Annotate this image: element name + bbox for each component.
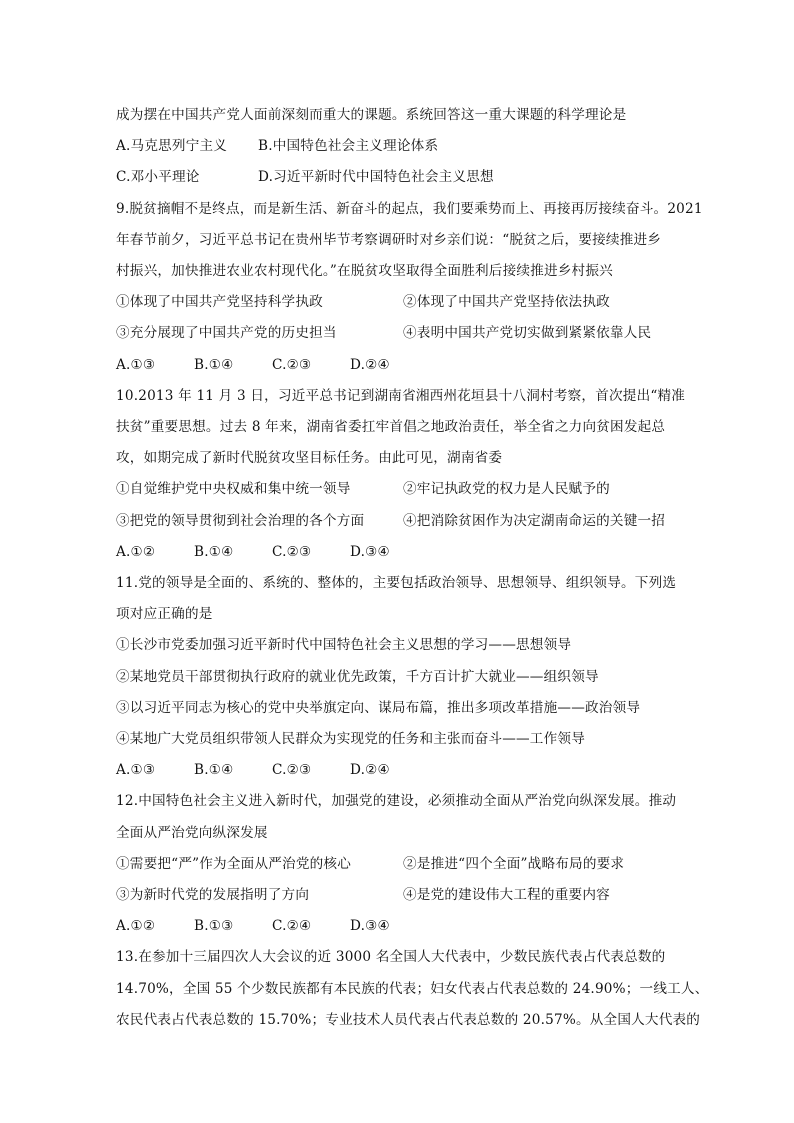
option-d: D.③④: [350, 543, 390, 560]
question-10-line-3: 攻，如期完成了新时代脱贫攻坚目标任务。由此可见，湖南省委: [116, 450, 503, 467]
question-8-options-row-2: [116, 162, 686, 193]
statement-1: ①自觉维护党中央权威和集中统一领导: [116, 481, 351, 498]
option-b: B.①④: [194, 762, 234, 779]
question-12-line-1: 12.中国特色社会主义进入新时代，加强党的建设，必须推动全面从严治党向纵深发展。推动: [116, 793, 677, 810]
option-a: A.①②: [116, 918, 156, 935]
question-12-statements-row-2: [116, 880, 686, 911]
question-9-options: [116, 350, 686, 381]
question-10-options: [116, 537, 686, 568]
option-c: C.邓小平理论: [116, 169, 200, 186]
option-c: C.②③: [272, 356, 312, 373]
option-d: D.②④: [350, 762, 390, 779]
question-12-statements-row-1: [116, 849, 686, 880]
question-10-line-2: 扶贫”重要思想。过去 8 年来，湖南省委扛牢首倡之地政治责任，举全省之力向贫困发起总: [116, 419, 666, 436]
statement-1: ①需要把“严”作为全面从严治党的核心: [116, 855, 351, 872]
question-9-statements-row-2: [116, 318, 686, 349]
question-11-line-1: 11.党的领导是全面的、系统的、整体的，主要包括政治领导、思想领导、组织领导。下列选: [116, 575, 677, 592]
option-c: C.②④: [272, 918, 312, 935]
question-9-line-2: 年春节前夕，习近平总书记在贵州毕节考察调研时对乡亲们说：“脱贫之后，要接续推进乡: [116, 231, 662, 248]
question-10-statements-row-2: [116, 506, 686, 537]
statement-3: ③为新时代党的发展指明了方向: [116, 887, 310, 904]
option-d: D.③④: [350, 918, 390, 935]
option-b: B.中国特色社会主义理论体系: [258, 138, 439, 155]
question-13-line-2: 14.70%，全国 55 个少数民族都有本民族的代表；妇女代表占代表总数的 24.90%；一线工人、: [116, 980, 709, 997]
statement-2: ②牢记执政党的权力是人民赋予的: [403, 481, 610, 498]
question-13-line-1: 13.在参加十三届四次人大会议的近 3000 名全国人大代表中，少数民族代表占代表总数的: [116, 949, 666, 966]
statement-1: ①体现了中国共产党坚持科学执政: [116, 294, 323, 311]
exam-page: [116, 100, 709, 1036]
option-a: A.①③: [116, 762, 156, 779]
question-9-line-1: 9.脱贫摘帽不是终点，而是新生活、新奋斗的起点，我们要乘势而上、再接再厉接续奋斗。2021: [116, 200, 703, 217]
question-11-statement-2: ②某地党员干部贯彻执行政府的就业优先政策，千方百计扩大就业——组织领导: [116, 668, 599, 685]
statement-4: ④是党的建设伟大工程的重要内容: [403, 887, 610, 904]
question-11-statement-1: ①长沙市党委加强习近平新时代中国特色社会主义思想的学习——思想领导: [116, 637, 572, 654]
statement-4: ④把消除贫困作为决定湖南命运的关键一招: [403, 512, 666, 529]
option-b: B.①③: [194, 918, 234, 935]
statement-3: ③把党的领导贯彻到社会治理的各个方面: [116, 512, 365, 529]
question-11-options: [116, 755, 686, 786]
question-13-line-3: 农民代表占代表总数的 15.70%；专业技术人员代表占代表总数的 20.57%。从全国人大代表的: [116, 1011, 701, 1028]
question-8-tail: 成为摆在中国共产党人面前深刻而重大的课题。系统回答这一重大课题的科学理论是: [116, 107, 627, 123]
option-b: B.①④: [194, 356, 234, 373]
option-b: B.①④: [194, 543, 234, 560]
option-a: A.马克思列宁主义: [116, 138, 228, 155]
question-12-options: [116, 911, 686, 942]
question-9-statements-row-1: [116, 287, 686, 318]
question-11-line-2: 项对应正确的是: [116, 606, 213, 623]
question-10-statements-row-1: [116, 474, 686, 505]
question-9-line-3: 村振兴，加快推进农业农村现代化。”在脱贫攻坚取得全面胜利后接续推进乡村振兴: [116, 263, 613, 280]
statement-2: ②是推进“四个全面”战略布局的要求: [403, 855, 625, 872]
option-c: C.②③: [272, 762, 312, 779]
statement-3: ③充分展现了中国共产党的历史担当: [116, 325, 337, 342]
option-c: C.②③: [272, 543, 312, 560]
option-a: A.①②: [116, 543, 156, 560]
question-11-statement-4: ④某地广大党员组织带领人民群众为实现党的任务和主张而奋斗——工作领导: [116, 731, 585, 748]
question-11-statement-3: ③以习近平同志为核心的党中央举旗定向、谋局布篇，推出多项改革措施——政治领导: [116, 699, 641, 716]
option-a: A.①③: [116, 356, 156, 373]
question-12-line-2: 全面从严治党向纵深发展: [116, 824, 268, 841]
option-d: D.习近平新时代中国特色社会主义思想: [258, 169, 494, 186]
question-10-line-1: 10.2013 年 11 月 3 日，习近平总书记到湖南省湘西州花垣县十八洞村考察，首次提出“精准: [116, 387, 686, 404]
question-8-options-row-1: [116, 131, 686, 162]
option-d: D.②④: [350, 356, 390, 373]
statement-2: ②体现了中国共产党坚持依法执政: [403, 294, 610, 311]
statement-4: ④表明中国共产党切实做到紧紧依靠人民: [403, 325, 652, 342]
